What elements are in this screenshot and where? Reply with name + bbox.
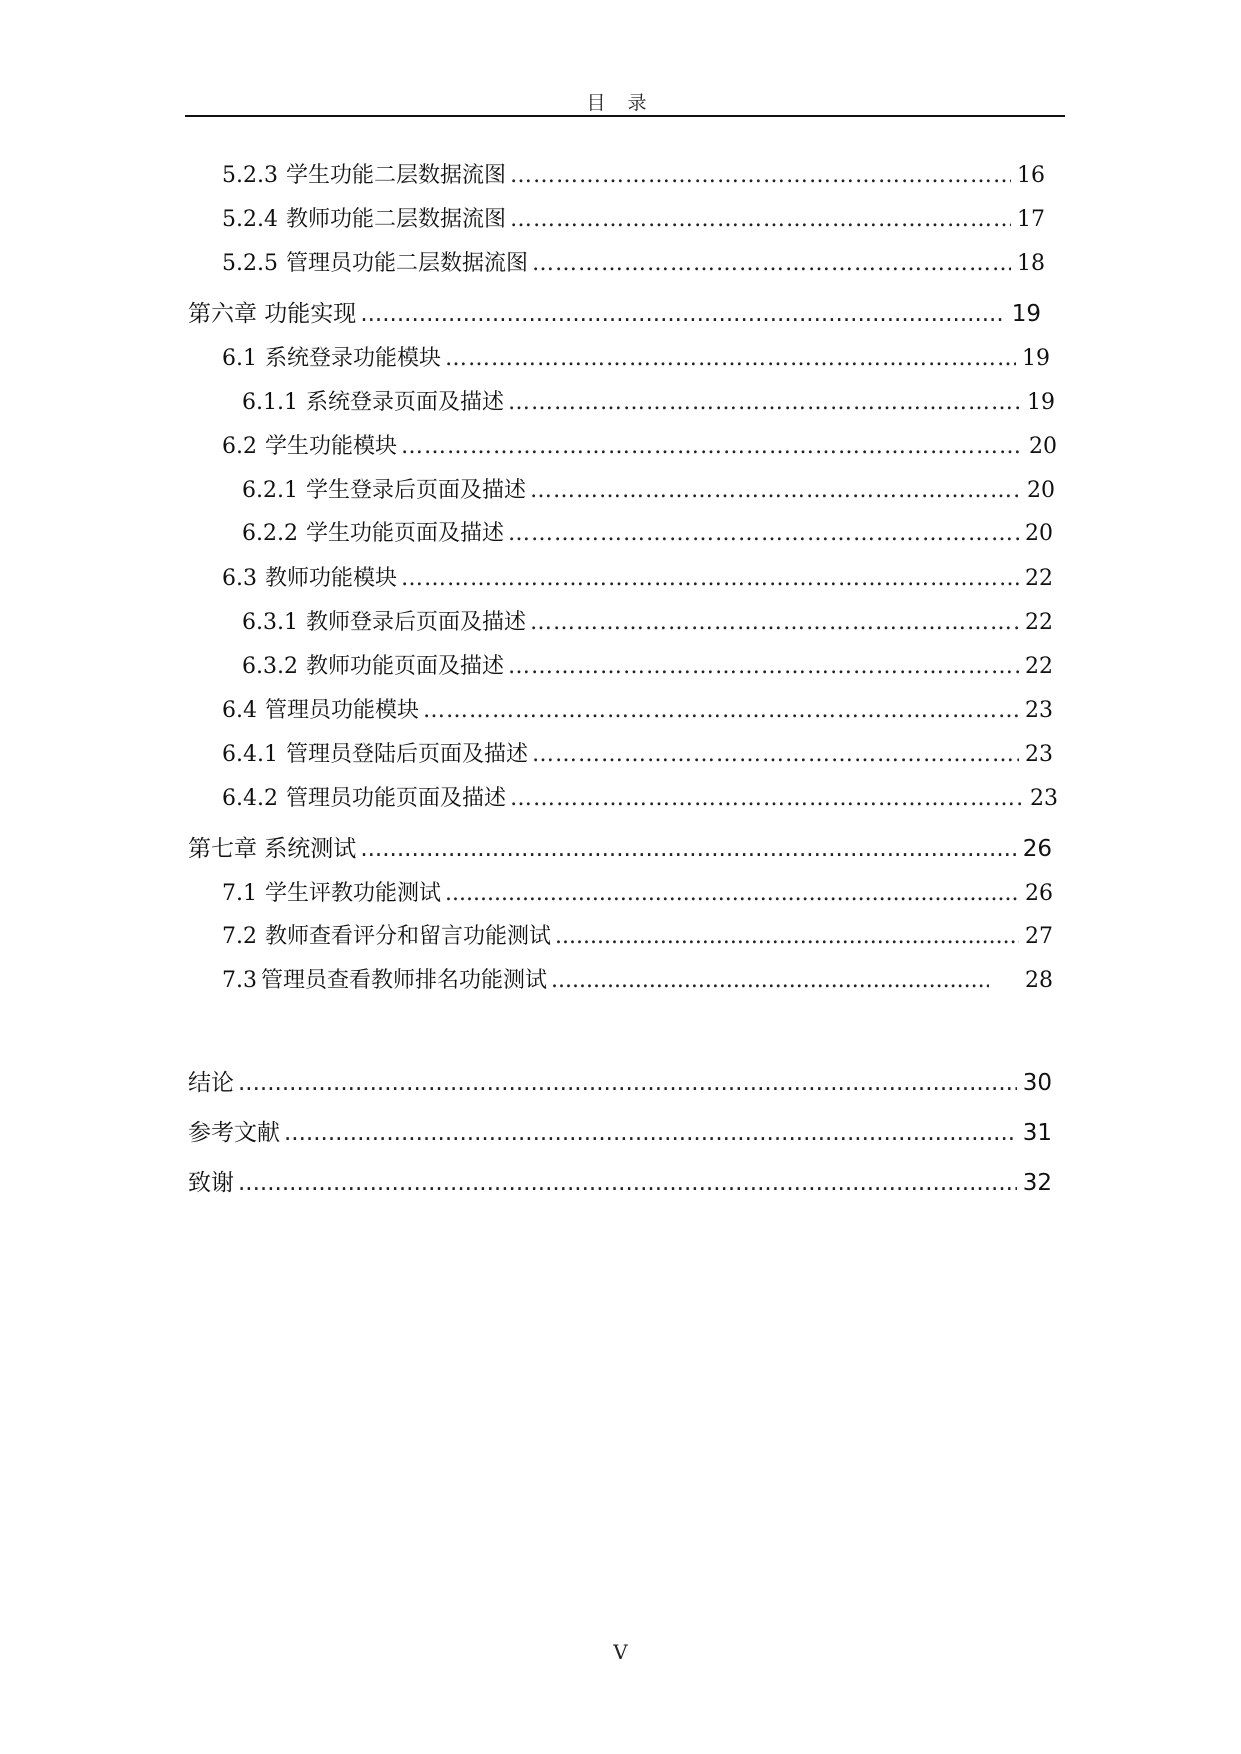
- toc-entry-7-3[interactable]: [222, 965, 1053, 997]
- toc-entry-number: 6.2: [222, 434, 257, 459]
- toc-leader-dots: [238, 1067, 1017, 1099]
- toc-entry-label: 教师登录后页面及描述: [305, 610, 526, 635]
- toc-entry-number: 6.4.2: [222, 786, 278, 811]
- toc-leader-dots: [445, 878, 1019, 910]
- toc-entry-page: 27: [1025, 924, 1053, 949]
- toc-entry-6-3-2[interactable]: [242, 651, 1053, 683]
- toc-leader-dots: [401, 563, 1019, 595]
- toc-entry-number: 5.2.4: [222, 207, 278, 232]
- toc-entry-page: 20: [1025, 521, 1053, 546]
- toc-entry-references[interactable]: [188, 1117, 1052, 1149]
- toc-leader-dots: [508, 651, 1019, 683]
- toc-entry-label: 致谢: [188, 1170, 234, 1196]
- toc-entry-page: 20: [1027, 478, 1055, 503]
- toc-entry-label: 第六章 功能实现: [188, 301, 357, 327]
- toc-entry-number: 7.1: [222, 881, 257, 906]
- toc-entry-label: 教师功能二层数据流图: [285, 207, 506, 232]
- toc-entry-label: 系统登录功能模块: [265, 346, 442, 371]
- toc-entry-number: 7.3: [222, 968, 257, 993]
- toc-entry-number: 6.1.1: [242, 390, 298, 415]
- toc-entry-number: 6.3.2: [242, 654, 298, 679]
- toc-entry-6-2[interactable]: [222, 431, 1057, 463]
- toc-entry-number: 6.3: [222, 566, 257, 591]
- toc-entry-label: 参考文献: [188, 1120, 280, 1146]
- toc-leader-dots: [532, 739, 1019, 771]
- toc-entry-number: 6.4: [222, 698, 257, 723]
- toc-entry-label: 学生功能二层数据流图: [285, 163, 506, 188]
- toc-entry-6-4-1[interactable]: [222, 739, 1053, 771]
- toc-entry-page: 30: [1022, 1070, 1052, 1096]
- toc-entry-page: 26: [1022, 836, 1052, 862]
- toc-entry-number: 5.2.3: [222, 163, 278, 188]
- toc-entry-6-4-2[interactable]: [222, 783, 1058, 815]
- toc-entry-5-2-4[interactable]: [222, 204, 1045, 236]
- toc-entry-6-3[interactable]: [222, 563, 1053, 595]
- toc-entry-page: 19: [1022, 346, 1050, 371]
- toc-entry-6-3-1[interactable]: [242, 607, 1053, 639]
- toc-entry-page: 22: [1025, 654, 1053, 679]
- toc-leader-dots: [551, 965, 989, 997]
- toc-entry-page: 20: [1029, 434, 1057, 459]
- toc-entry-page: 26: [1025, 881, 1053, 906]
- toc-entry-label: 学生功能页面及描述: [305, 521, 504, 546]
- toc-leader-dots: [510, 783, 1024, 815]
- toc-leader-dots: [445, 343, 1016, 375]
- toc-entry-page: 19: [1027, 390, 1055, 415]
- toc-entry-6-2-1[interactable]: [242, 475, 1055, 507]
- toc-entry-label: 管理员登陆后页面及描述: [285, 742, 528, 767]
- toc-leader-dots: [530, 475, 1021, 507]
- toc-entry-acknowledgements[interactable]: [188, 1167, 1052, 1199]
- toc-entry-label: 管理员功能页面及描述: [285, 786, 506, 811]
- toc-leader-dots: [530, 607, 1019, 639]
- toc-entry-page: 23: [1030, 786, 1058, 811]
- toc-leader-dots: [360, 298, 1005, 330]
- toc-entry-6-1[interactable]: [222, 343, 1050, 375]
- toc-entry-label: 教师查看评分和留言功能测试: [265, 924, 552, 949]
- toc-entry-number: 6.1: [222, 346, 257, 371]
- toc-entry-conclusion[interactable]: [188, 1067, 1052, 1099]
- toc-leader-dots: [555, 921, 1019, 953]
- toc-entry-7-1[interactable]: [222, 878, 1053, 910]
- toc-entry-label: 管理员功能模块: [265, 698, 420, 723]
- toc-entry-6-1-1[interactable]: [242, 387, 1055, 419]
- toc-entry-label: 系统登录页面及描述: [305, 390, 504, 415]
- toc-entry-page: 23: [1025, 742, 1053, 767]
- toc-leader-dots: [401, 431, 1023, 463]
- toc-entry-page: 22: [1025, 610, 1053, 635]
- toc-entry-label: 结论: [188, 1070, 234, 1096]
- toc-leader-dots: [510, 160, 1011, 192]
- toc-entry-label: 第七章 系统测试: [188, 836, 357, 862]
- toc-leader-dots: [508, 518, 1019, 550]
- toc-leader-dots: [510, 204, 1011, 236]
- toc-entry-label: 学生登录后页面及描述: [305, 478, 526, 503]
- toc-entry-5-2-3[interactable]: [222, 160, 1045, 192]
- toc-entry-page: 17: [1017, 207, 1045, 232]
- toc-entry-number: 6.4.1: [222, 742, 278, 767]
- toc-entry-page: 22: [1025, 566, 1053, 591]
- page-header-title: 目 录: [586, 92, 655, 114]
- toc-entry-number: 6.2.1: [242, 478, 298, 503]
- toc-entry-page: 16: [1017, 163, 1045, 188]
- toc-entry-number: 6.2.2: [242, 521, 298, 546]
- toc-entry-label: 管理员功能二层数据流图: [285, 251, 528, 276]
- toc-leader-dots: [284, 1117, 1017, 1149]
- toc-entry-chapter-6[interactable]: [188, 298, 1041, 330]
- toc-entry-page: 19: [1011, 301, 1041, 327]
- toc-entry-page: 32: [1022, 1170, 1052, 1196]
- toc-entry-label: 管理员查看教师排名功能测试: [261, 968, 548, 993]
- toc-entry-page: 28: [1025, 968, 1053, 993]
- toc-entry-label: 学生功能模块: [265, 434, 398, 459]
- toc-entry-number: 7.2: [222, 924, 257, 949]
- toc-entry-label: 教师功能页面及描述: [305, 654, 504, 679]
- toc-entry-label: 教师功能模块: [265, 566, 398, 591]
- footer-page-number: V: [613, 1640, 628, 1664]
- toc-entry-5-2-5[interactable]: [222, 248, 1045, 280]
- toc-leader-dots: [423, 695, 1019, 727]
- toc-entry-page: 31: [1022, 1120, 1052, 1146]
- toc-entry-6-4[interactable]: [222, 695, 1053, 727]
- toc-entry-label: 学生评教功能测试: [265, 881, 442, 906]
- toc-leader-dots: [238, 1167, 1017, 1199]
- toc-leader-dots: [360, 833, 1016, 865]
- toc-entry-number: 5.2.5: [222, 251, 278, 276]
- toc-entry-chapter-7[interactable]: [188, 833, 1052, 865]
- toc-entry-6-2-2[interactable]: [242, 518, 1053, 550]
- toc-entry-number: 6.3.1: [242, 610, 298, 635]
- toc-entry-page: 23: [1025, 698, 1053, 723]
- toc-entry-7-2[interactable]: [222, 921, 1053, 953]
- toc-leader-dots: [532, 248, 1011, 280]
- toc-entry-page: 18: [1017, 251, 1045, 276]
- toc-leader-dots: [508, 387, 1021, 419]
